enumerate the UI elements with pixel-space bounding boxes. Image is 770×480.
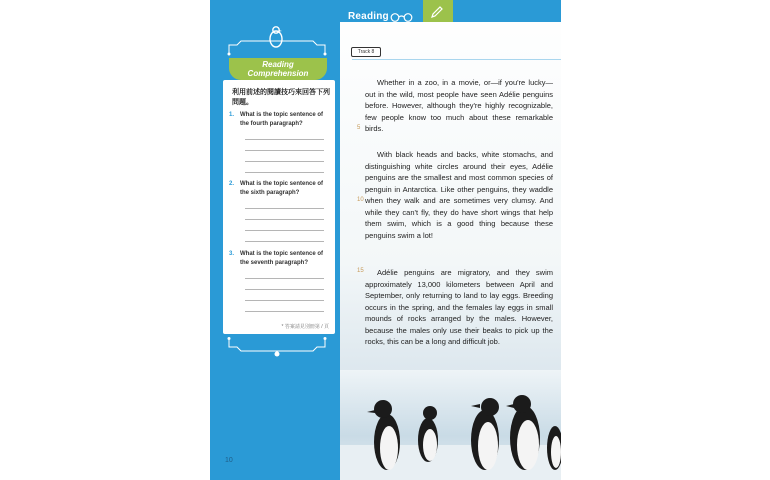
header-divider [352, 59, 561, 60]
answer-line[interactable] [245, 139, 324, 140]
line-number: 15 [357, 268, 364, 274]
header-line-1: Reading [262, 60, 294, 69]
answer-line[interactable] [245, 311, 324, 312]
paragraph-3 [365, 267, 553, 348]
paragraph-2 [365, 149, 553, 241]
question-text: What is the topic sentence of the fourth paragraph? [240, 112, 324, 127]
answer-line[interactable] [245, 150, 324, 151]
question-text: What is the topic sentence of the sixth paragraph? [240, 181, 324, 196]
question-text: What is the topic sentence of the seventh paragraph? [240, 251, 324, 266]
answer-footnote: * 答案請見別冊第 / 頁 [281, 324, 329, 330]
answer-line[interactable] [245, 172, 324, 173]
answer-line[interactable] [245, 241, 324, 242]
answer-line[interactable] [245, 289, 324, 290]
answer-line[interactable] [245, 278, 324, 279]
question-number: 2. [229, 181, 235, 187]
question-number: 3. [229, 251, 235, 257]
answer-line[interactable] [245, 230, 324, 231]
frame-bottom-ornament [227, 337, 327, 359]
paragraph-text: Adélie penguins are migratory, and they swim approximately 13,000 kilometers between April and September, only returning to land to lay eggs. Breeding occurs in the spring, and the females lay eggs in small mounds of rocks arranged by the males. However, because the males only use their beaks to pick up the rocks, this can be a long and difficult job. [365, 268, 553, 346]
pen-icon [430, 5, 444, 19]
paragraph-text: Whether in a zoo, in a movie, or—if you're lucky—out in the wild, most people have seen Adélie penguins before. However, although they're highly recognizable, few people know too much about these remarkable birds. [365, 78, 553, 133]
comprehension-sidebar [210, 0, 340, 480]
answer-line[interactable] [245, 161, 324, 162]
reading-comprehension-header [229, 58, 327, 80]
page-number: 10 [225, 457, 233, 464]
penguins-photo [340, 370, 561, 480]
audio-track-button[interactable]: Track 8 [351, 47, 381, 57]
answer-line[interactable] [245, 219, 324, 220]
line-number: 5 [357, 125, 361, 131]
paragraph-text: With black heads and backs, white stomachs, and distinguishing white circles around their eyes, Adélie penguins are the smallest and most common species of penguin in Antarctica. Like other penguins, they waddle when they walk and are sometimes very clumsy. And while they can't fly, they do have short wings that help them swim, which is a good thing because these penguins swim a lot! [365, 150, 553, 240]
answer-line[interactable] [245, 208, 324, 209]
questions-card [223, 80, 335, 334]
section-label: Reading [348, 11, 389, 22]
header-line-2: Comprehension [247, 69, 309, 78]
answer-line[interactable] [245, 300, 324, 301]
instruction-text: 利用前述的閱讀技巧來回答下列問題。 [232, 89, 330, 106]
glasses-icon [390, 13, 414, 22]
textbook-page [210, 0, 561, 480]
frame-top-ornament [227, 40, 327, 56]
line-number: 10 [357, 197, 364, 203]
question-number: 1. [229, 112, 235, 118]
paragraph-1 [365, 77, 553, 135]
